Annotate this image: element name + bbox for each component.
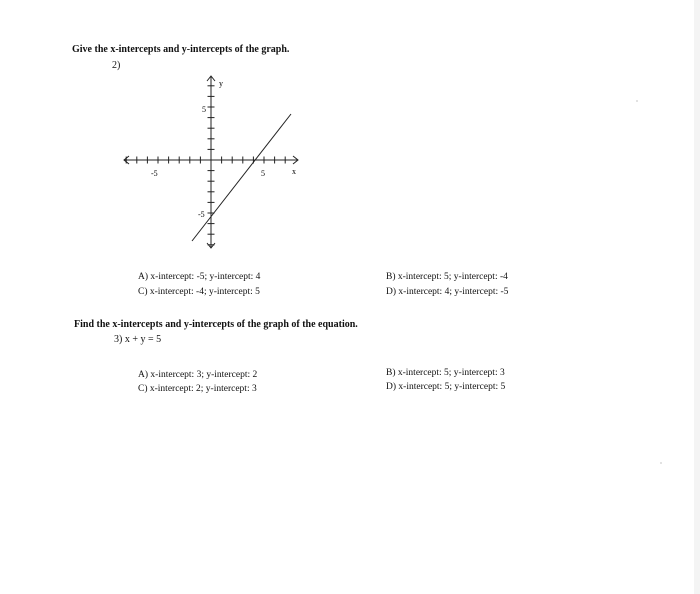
choice-text: x-intercept: 4; y-intercept: -5 <box>398 287 509 297</box>
choice-text: x-intercept: 5; y-intercept: 3 <box>397 368 505 378</box>
choice-text: x-intercept: 5; y-intercept: -4 <box>397 272 508 282</box>
choice-3A <box>138 370 257 380</box>
instruction-2: Find the x-intercepts and y-intercepts of the graph of the equation. <box>74 319 358 330</box>
choice-label: A) <box>138 370 149 380</box>
choice-text: x-intercept: 3; y-intercept: 2 <box>150 370 258 380</box>
y-tick-label-5: 5 <box>202 105 206 114</box>
x-tick-label-neg5: -5 <box>151 169 158 178</box>
choice-label: D) <box>386 287 397 297</box>
y-tick-label-neg5: -5 <box>198 210 205 219</box>
scan-edge <box>694 0 700 594</box>
scan-speck <box>636 100 638 102</box>
choice-3C <box>138 384 257 394</box>
choice-text: x-intercept: 5; y-intercept: 5 <box>398 382 506 392</box>
choice-2D <box>386 287 508 297</box>
choice-2B <box>386 272 508 282</box>
choice-text: x-intercept: 2; y-intercept: 3 <box>149 384 257 394</box>
choice-3D <box>386 382 505 392</box>
choice-3B <box>386 368 505 378</box>
choice-2A <box>138 272 260 282</box>
y-axis-label: y <box>219 79 223 88</box>
x-axis-label: x <box>292 167 296 176</box>
choice-label: C) <box>138 384 148 394</box>
problem-number-2: 2) <box>112 60 121 71</box>
choice-text: x-intercept: -5; y-intercept: 4 <box>150 272 261 282</box>
instruction-1: Give the x-intercepts and y-intercepts of the graph. <box>72 44 290 55</box>
choice-label: B) <box>386 368 396 378</box>
x-tick-label-5: 5 <box>261 169 265 178</box>
choice-2C <box>138 287 260 297</box>
graphed-line <box>192 114 291 241</box>
choice-label: B) <box>386 272 396 282</box>
choice-label: C) <box>138 287 148 297</box>
choice-label: D) <box>386 382 397 392</box>
choice-text: x-intercept: -4; y-intercept: 5 <box>149 287 260 297</box>
scan-speck <box>660 462 662 464</box>
choice-label: A) <box>138 272 149 282</box>
coordinate-graph <box>118 70 318 255</box>
problem-3: 3) x + y = 5 <box>114 334 162 345</box>
